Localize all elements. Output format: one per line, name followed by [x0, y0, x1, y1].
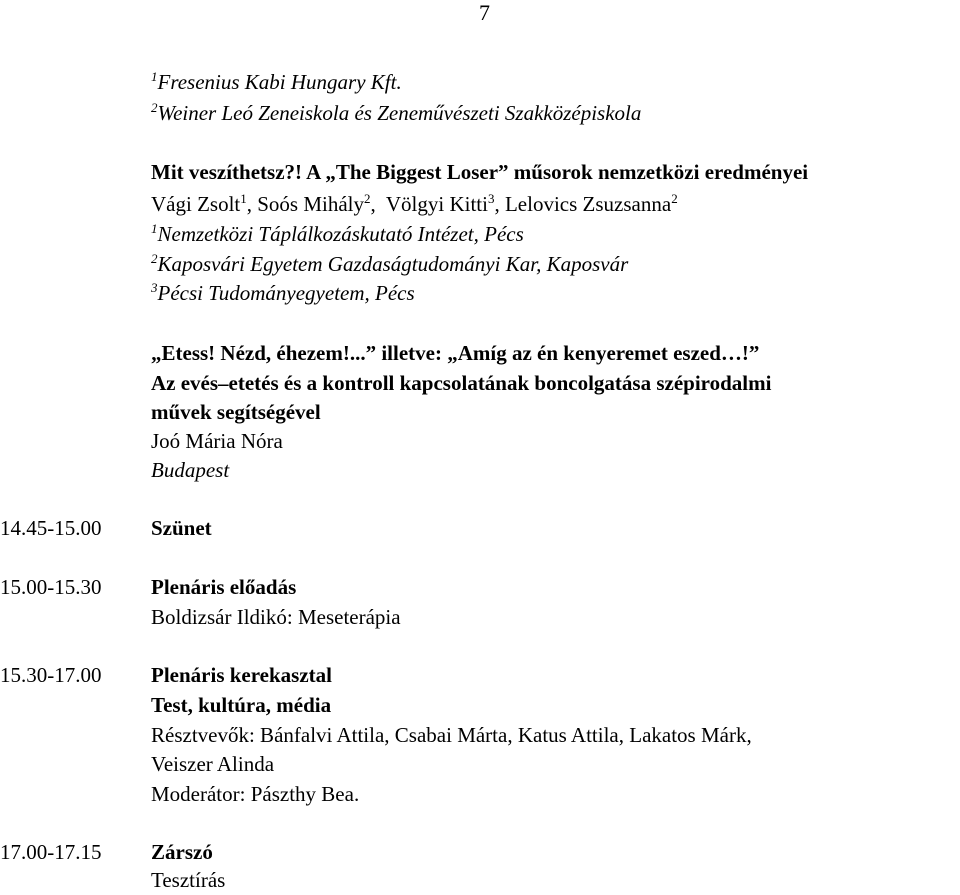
- schedule-participants: Résztvevők: Bánfalvi Attila, Csabai Márta, Katus Attila, Lakatos Márk,: [151, 723, 752, 747]
- schedule-time: 15.00-15.30: [0, 575, 102, 599]
- schedule-title: Zárszó: [151, 840, 213, 864]
- page-number: 7: [479, 0, 490, 25]
- affiliation-line: $^1$Fresenius Kabi Hungary Kft.: [151, 69, 402, 94]
- schedule-subtitle: Test, kultúra, média: [151, 693, 332, 717]
- affiliation-line: $^2$Kaposvári Egyetem Gazdaságtudományi Kar, Kaposvár: [151, 251, 629, 276]
- talk-title: művek segítségével: [151, 400, 321, 424]
- schedule-detail: Boldizsár Ildikó: Meseterápia: [151, 605, 401, 629]
- talk-author: Joó Mária Nóra: [151, 429, 283, 453]
- schedule-title: Szünet: [151, 516, 212, 540]
- schedule-time: 14.45-15.00: [0, 516, 102, 540]
- affiliation-line: $^2$Weiner Leó Zeneiskola és Zeneművészeti Szakközépiskola: [151, 100, 642, 125]
- affiliation-line: $^3$Pécsi Tudományegyetem, Pécs: [151, 280, 415, 305]
- talk-title: Mit veszíthetsz?! A „The Biggest Loser” műsorok nemzetközi eredményei: [151, 160, 809, 184]
- talk-title: Az evés–etetés és a kontroll kapcsolatának boncolgatása szépirodalmi: [151, 371, 772, 395]
- schedule-participants: Veiszer Alinda: [151, 752, 275, 776]
- schedule-time: 15.30-17.00: [0, 663, 102, 687]
- schedule-title: Plenáris előadás: [151, 575, 297, 599]
- schedule-detail: Tesztírás: [151, 868, 226, 892]
- schedule-title: Plenáris kerekasztal: [151, 663, 333, 687]
- schedule-time: 17.00-17.15: [0, 840, 102, 864]
- talk-authors: Vági Zsolt$^1$, Soós Mihály$^2$, Völgyi Kitti$^3$, Lelovics Zsuzsanna$^2$: [151, 191, 678, 216]
- schedule-moderator: Moderátor: Pászthy Bea.: [151, 782, 360, 806]
- talk-title: „Etess! Nézd, éhezem!...” illetve: „Amíg az én kenyeremet eszed…!”: [151, 341, 760, 365]
- affiliation-line: $^1$Nemzetközi Táplálkozáskutató Intézet, Pécs: [151, 221, 524, 246]
- talk-place: Budapest: [151, 458, 230, 482]
